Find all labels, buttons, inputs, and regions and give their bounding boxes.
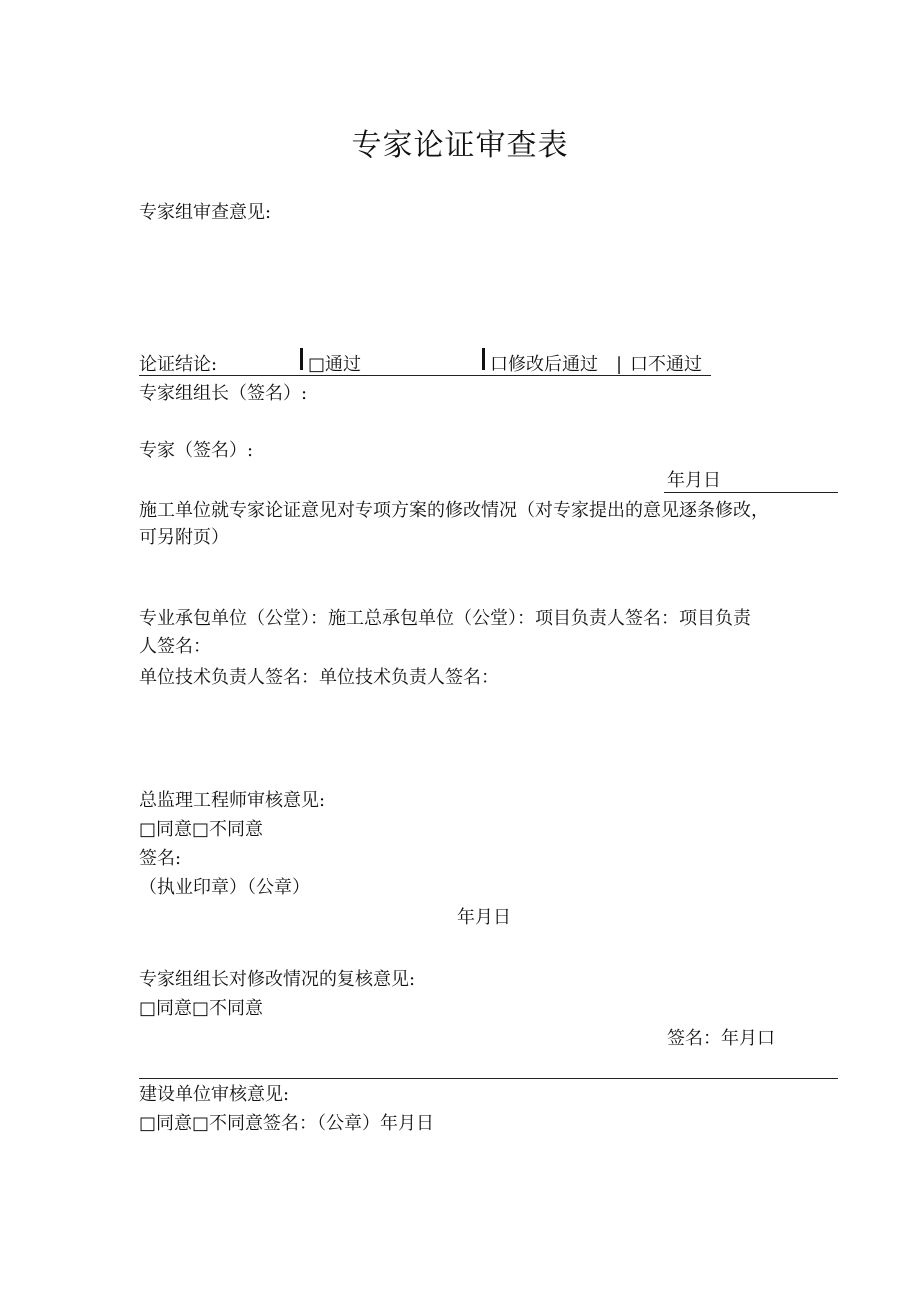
- conclusion-label: 论证结论:: [139, 354, 218, 375]
- group-leader-recheck-sign-date: 签名：年月口: [667, 1028, 775, 1049]
- conclusion-bar-1: [300, 348, 303, 370]
- group-leader-recheck-options[interactable]: □同意□不同意: [139, 998, 264, 1019]
- conclusion-separator: |: [616, 354, 623, 375]
- page-title: 专家论证审查表: [351, 128, 569, 163]
- chief-supervisor-label: 总监理工程师审核意见:: [139, 790, 326, 811]
- conclusion-option-pass[interactable]: □通过: [308, 354, 362, 375]
- conclusion-underline: [139, 375, 711, 376]
- date-1: 年月日: [667, 470, 721, 491]
- group-leader-signature-label: 专家组组长（签名）:: [139, 383, 308, 404]
- owner-review-label: 建设单位审核意见:: [139, 1084, 290, 1105]
- chief-supervisor-date: 年月日: [457, 907, 511, 928]
- chief-supervisor-options[interactable]: □同意□不同意: [139, 819, 264, 840]
- group-leader-recheck-label: 专家组组长对修改情况的复核意见:: [139, 969, 416, 990]
- owner-review-line[interactable]: □同意□不同意签名：（公章）年月日: [139, 1113, 435, 1134]
- signatures-line3: 单位技术负责人签名：单位技术负责人签名：: [139, 667, 499, 688]
- chief-supervisor-stamps: （执业印章）（公章）: [139, 877, 310, 898]
- conclusion-option-fail[interactable]: 口不通过: [630, 354, 702, 375]
- conclusion-option-pass-after-revision[interactable]: 口修改后通过: [490, 354, 598, 375]
- revision-description-line2: 可另附页）: [139, 527, 229, 548]
- conclusion-bar-2: [482, 348, 485, 370]
- expert-signature-label: 专家（签名）:: [139, 440, 254, 461]
- chief-supervisor-sign: 签名:: [139, 848, 182, 869]
- revision-description-line1: 施工单位就专家论证意见对专项方案的修改情况（对专家提出的意见逐条修改，: [139, 500, 769, 521]
- date-1-underline: [664, 492, 838, 493]
- signatures-line1: 专业承包单位（公堂）：施工总承包单位（公堂）：项目负责人签名：项目负责: [139, 608, 751, 629]
- review-opinion-label: 专家组审查意见:: [139, 202, 272, 223]
- section-divider: [139, 1078, 838, 1079]
- signatures-line2: 人签名：: [139, 636, 211, 657]
